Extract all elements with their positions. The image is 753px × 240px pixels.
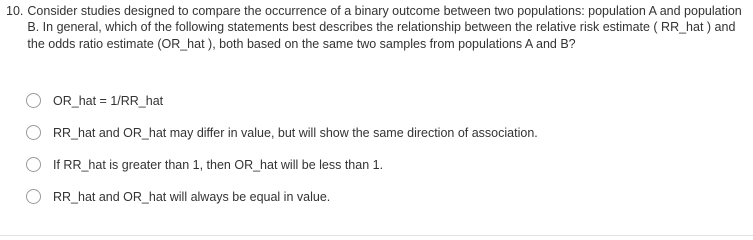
radio-button[interactable] [26,93,41,108]
answer-option-label: RR_hat and OR_hat will always be equal in value. [53,189,331,204]
answer-option-4[interactable] [26,186,736,207]
answer-option-label: RR_hat and OR_hat may differ in value, but will show the same direction of association. [53,125,538,140]
radio-button[interactable] [26,125,41,140]
answer-options [26,90,736,218]
question-number: 10. [6,4,24,18]
answer-option-3[interactable] [26,154,736,175]
divider [0,235,753,236]
radio-button[interactable] [26,157,41,172]
answer-option-1[interactable] [26,90,736,111]
question-text: Consider studies designed to compare the occurrence of a binary outcome between two populations: population A and population B. In general, which of the following statements best describes the relationship between the relative risk estimate ( RR_hat ) and the odds ratio estimate (OR_hat ), both based on the same two samples from populations A and B? [27,4,742,51]
radio-button[interactable] [26,189,41,204]
answer-option-label: OR_hat = 1/RR_hat [53,93,164,108]
question-block [6,3,744,52]
answer-option-label: If RR_hat is greater than 1, then OR_hat will be less than 1. [53,157,384,172]
answer-option-2[interactable] [26,122,736,143]
